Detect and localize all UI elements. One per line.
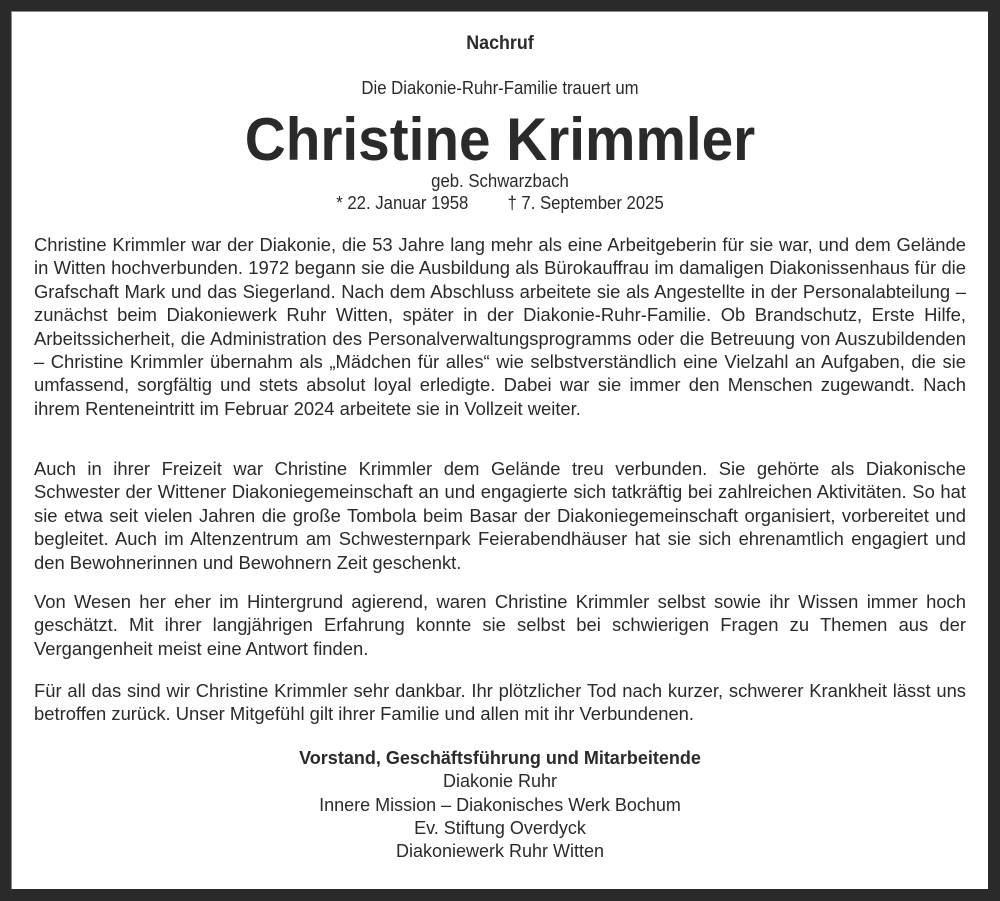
intro-line: Die Diakonie-Ruhr-Familie trauert um: [361, 78, 639, 98]
paragraph-volunteering: Auch in ihrer Freizeit war Christine Krimmler dem Gelände treu verbunden. Sie gehörte als Diakonische Schwester der Wittener Diakoniegemeinschaft an und engagierte sich tatkräftig bei zahlreichen Aktivitäten. So hat sie etwa seit vielen Jahren die große Tombola beim Basar der Diakoniegemeinschaft organisiert, vorbereitet und begleitet. Auch im Altenzentrum am Schwesternpark Feierabendhäuser hat sie sich ehrenamtlich engagiert und den Bewohnerinnen und Bewohnern Zeit geschenkt.: [34, 458, 966, 573]
signature-organization: Diakoniewerk Ruhr Witten: [395, 841, 605, 862]
paragraph-career: Christine Krimmler war der Diakonie, die 53 Jahre lang mehr als eine Arbeitgeberin für sie war, und dem Gelände in Witten hochverbunden. 1972 begann sie die Ausbildung als Bürokauffrau im damaligen Diakonissenhaus für die Grafschaft Mark und das Siegerland. Nach dem Abschluss arbeitete sie als Angestellte in der Personalabteilung – zunächst beim Diakoniewerk Ruhr Witten, später in der Diakonie-Ruhr-Familie. Ob Brandschutz, Erste Hilfe, Arbeitssicherheit, die Administration des Personalverwaltungsprogramms oder die Betreuung von Auszubildenden – Christine Krimmler übernahm als „Mädchen für alles“ wie selbstverständlich eine Vielzahl an Aufgaben, die sie umfassend, sorgfältig und stets absolut loyal erledigte. Dabei war sie immer den Menschen zugewandt. Nach ihrem Renteneintritt im Februar 2024 arbeitete sie in Vollzeit weiter.: [34, 234, 966, 419]
deceased-name: Christine Krimmler: [244, 106, 756, 173]
signature-block: [0, 747, 1000, 863]
signature-organization: Innere Mission – Diakonisches Werk Bochum: [319, 794, 681, 815]
notice-heading: Nachruf: [466, 33, 534, 54]
signature-organization: Diakonie Ruhr: [442, 771, 558, 792]
birth-date: * 22. Januar 1958: [336, 193, 469, 213]
paragraph-character: Von Wesen her eher im Hintergrund agierend, waren Christine Krimmler selbst sowie ihr Wissen immer hoch geschätzt. Mit ihrer langjährigen Erfahrung konnte sie selbst bei schwierigen Fragen zu Themen aus der Vergangenheit meist eine Antwort finden.: [34, 591, 966, 659]
signature-title: Vorstand, Geschäftsführung und Mitarbeitende: [299, 748, 701, 768]
signature-organization: Ev. Stiftung Overdyck: [414, 817, 586, 838]
maiden-name: geb. Schwarzbach: [431, 171, 569, 191]
life-dates: [35, 193, 965, 214]
death-date: † 7. September 2025: [507, 193, 664, 213]
paragraph-gratitude: Für all das sind wir Christine Krimmler sehr dankbar. Ihr plötzlicher Tod nach kurzer, schwerer Krankheit lässt uns betroffen zurück. Unser Mitgefühl gilt ihrer Familie und allen mit ihr Verbundenen.: [34, 680, 966, 725]
